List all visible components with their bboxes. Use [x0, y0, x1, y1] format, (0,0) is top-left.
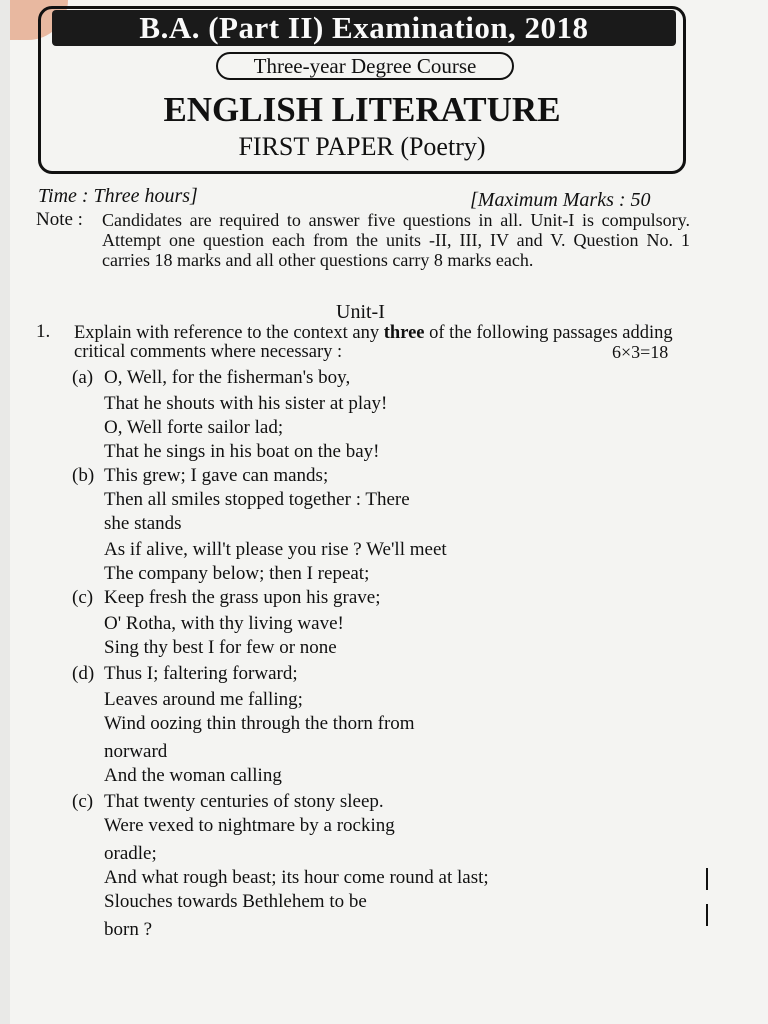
question-text-bold: three — [383, 323, 425, 343]
question-text-after: of the following passages adding critical comments where necessary : — [74, 323, 673, 362]
passage-line: norward — [104, 741, 168, 762]
passage-line: Then all smiles stopped together : There — [104, 489, 410, 510]
paper-title: FIRST PAPER (Poetry) — [238, 132, 486, 161]
passage-line: And the woman calling — [104, 765, 282, 786]
question-text — [74, 324, 688, 362]
time-allowed: Time : Three hours] — [38, 185, 198, 207]
note-text: Candidates are required to answer five questions in all. Unit-I is compulsory. Attempt one question each from the units -II, III, IV and V. Question No. 1 carries 18 marks and all other questions carry 8 marks each. — [102, 210, 690, 270]
note-label: Note : — [36, 209, 83, 230]
passage-line: Leaves around me falling; — [104, 689, 303, 710]
subject-title: ENGLISH LITERATURE — [163, 90, 561, 129]
passage-line: And what rough beast; its hour come round at last; — [104, 867, 489, 888]
passage-line: Keep fresh the grass upon his grave; — [104, 587, 381, 608]
passage-line: O, Well forte sailor lad; — [104, 417, 284, 438]
part-label: (c) — [72, 791, 94, 812]
passage-line: Were vexed to nightmare by a rocking — [104, 815, 395, 836]
passage-line: O' Rotha, with thy living wave! — [104, 613, 344, 634]
passage-line: Slouches towards Bethlehem to be — [104, 891, 367, 912]
margin-mark — [706, 868, 708, 890]
unit-heading: Unit-I — [336, 301, 385, 323]
exam-title: B.A. (Part II) Examination, 2018 — [139, 10, 589, 45]
passage-line: Sing thy best I for few or none — [104, 637, 337, 658]
passage-line: Thus I; faltering forward; — [104, 663, 298, 684]
passage-line: That twenty centuries of stony sleep. — [104, 791, 384, 812]
part-label: (b) — [72, 465, 95, 486]
passage-line: Wind oozing thin through the thorn from — [104, 713, 415, 734]
passage-line: O, Well, for the fisherman's boy, — [104, 367, 351, 388]
part-label: (c) — [72, 587, 94, 608]
passage-line: That he sings in his boat on the bay! — [104, 441, 380, 462]
passage-line: This grew; I gave can mands; — [104, 465, 329, 486]
question-marks: 6×3=18 — [612, 342, 669, 362]
passage-line: she stands — [104, 513, 182, 534]
maximum-marks: [Maximum Marks : 50 — [470, 189, 651, 211]
passage-line: The company below; then I repeat; — [104, 563, 370, 584]
part-label: (a) — [72, 367, 94, 388]
passage-line: As if alive, will't please you rise ? We'll meet — [104, 539, 447, 560]
margin-mark — [706, 904, 708, 926]
question-number: 1. — [36, 321, 51, 342]
passage-line: That he shouts with his sister at play! — [104, 393, 388, 414]
course-label: Three-year Degree Course — [216, 52, 514, 80]
question-text-before: Explain with reference to the context any — [74, 323, 384, 343]
part-label: (d) — [72, 663, 95, 684]
passage-line: oradle; — [104, 843, 157, 864]
passage-line: born ? — [104, 919, 153, 940]
